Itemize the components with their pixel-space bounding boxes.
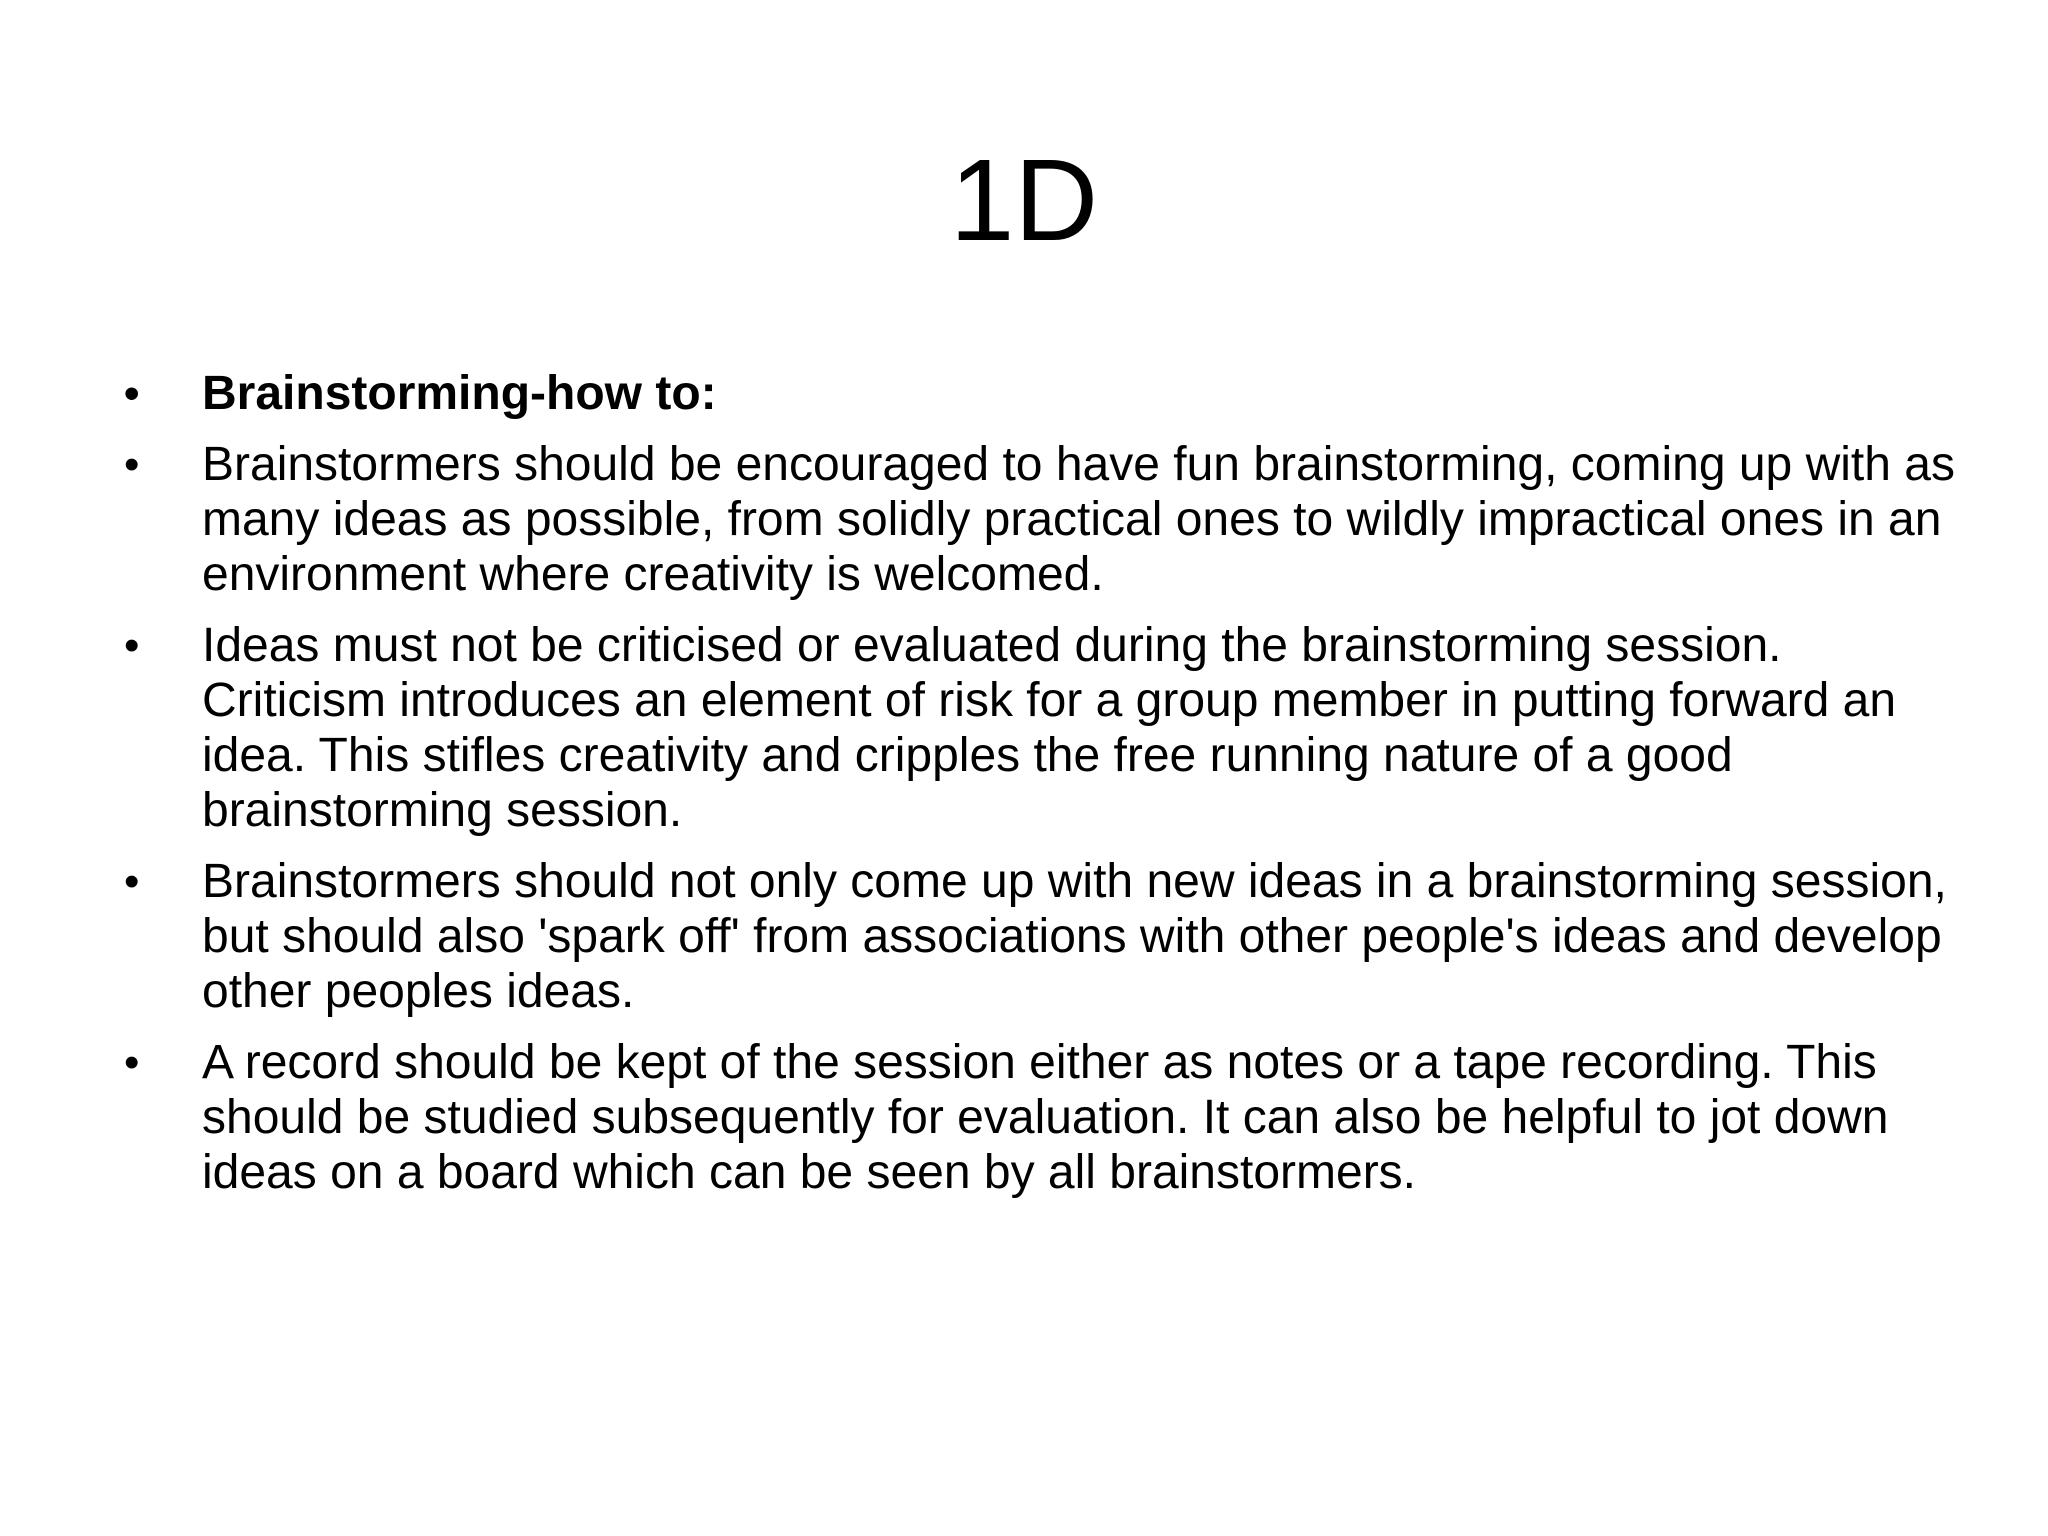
bullet-text: Brainstormers should not only come up with new ideas in a brainstorming session, but should also 'spark off' from associations with other people's ideas and develop other peoples ideas.: [202, 855, 1947, 1018]
bullet-item-heading: [120, 366, 1960, 421]
bullet-text: Brainstormers should be encouraged to have fun brainstorming, coming up with as many ideas as possible, from solidly practical ones to wildly impractical ones in an environment where creativity is welcomed.: [202, 438, 1955, 601]
bullet-text: Brainstorming-how to:: [202, 367, 717, 420]
bullet-marker: •: [124, 369, 140, 418]
bullet-item: [120, 618, 1960, 838]
bullet-item: [120, 1035, 1960, 1200]
bullet-marker: •: [124, 857, 140, 906]
slide-title: 1D: [949, 135, 1099, 265]
bullet-item: [120, 854, 1960, 1019]
bullet-text: A record should be kept of the session either as notes or a tape recording. This should be studied subsequently for evaluation. It can also be helpful to jot down ideas on a board which can be seen by all brainstormers.: [202, 1036, 1889, 1199]
bullet-text: Ideas must not be criticised or evaluated during the brainstorming session. Criticism introduces an element of risk for a group member in putting forward an idea. This stifles creativity and cripples the free running nature of a good brainstorming session.: [202, 619, 1897, 837]
bullet-marker: •: [124, 621, 140, 670]
bullet-list: [120, 366, 1960, 1216]
bullet-item: [120, 437, 1960, 602]
bullet-marker: •: [124, 1038, 140, 1087]
bullet-marker: •: [124, 440, 140, 489]
